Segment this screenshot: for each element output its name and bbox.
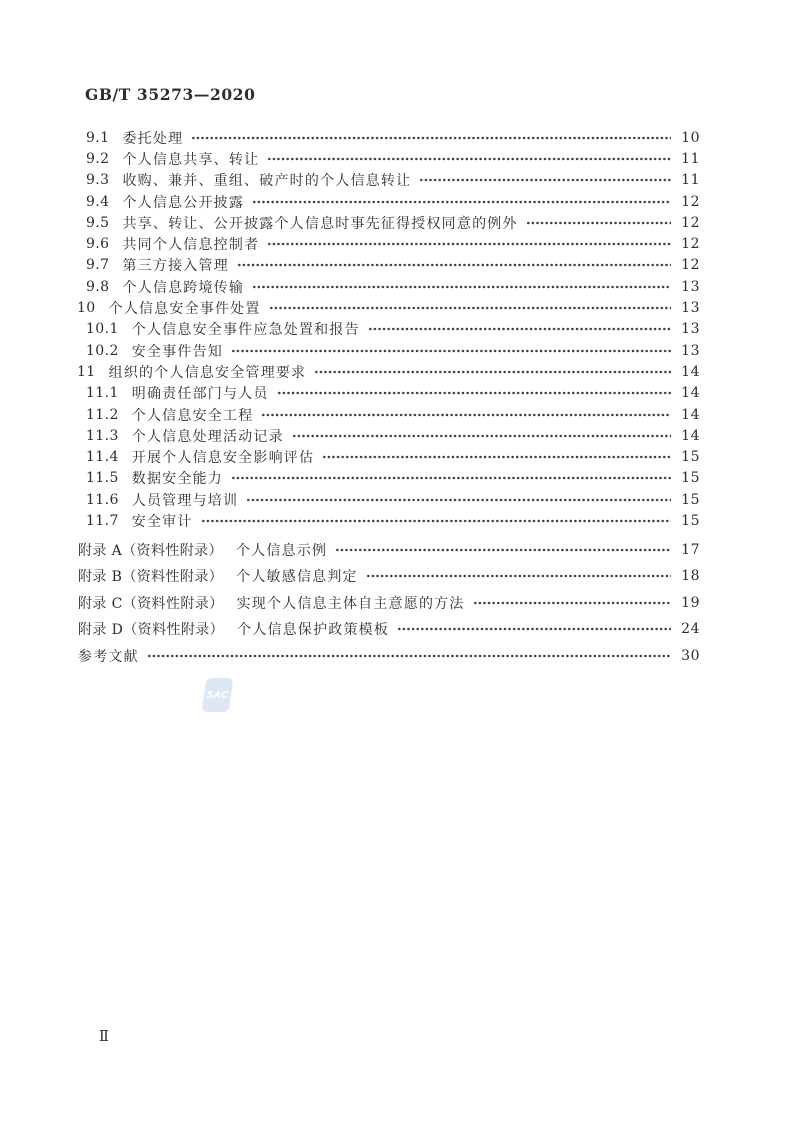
toc-entry [77, 446, 700, 467]
toc-entry [77, 590, 700, 617]
toc-entry-number: 9.2 [86, 150, 110, 167]
toc-entry-page: 15 [681, 512, 700, 529]
dot-leader [267, 237, 671, 251]
toc-entry-label: 个人信息跨境传输 [122, 279, 245, 296]
toc-entry [77, 383, 700, 404]
dot-leader [397, 622, 671, 636]
toc-entry-label: 组织的个人信息安全管理要求 [108, 364, 307, 381]
dot-leader [191, 131, 671, 145]
sac-watermark-text: SAC [205, 689, 230, 701]
dot-leader [201, 514, 671, 528]
toc-entry-number: 9.1 [86, 129, 110, 146]
toc-entry [77, 361, 700, 382]
toc-entry [77, 276, 700, 297]
toc-entry [77, 616, 700, 643]
dot-leader [261, 408, 671, 422]
toc-entry-page: 10 [681, 129, 700, 146]
toc-entry-number: 11.4 [86, 449, 119, 466]
dot-leader [292, 429, 671, 443]
toc-entry-page: 12 [681, 257, 700, 274]
toc-entry-page: 12 [681, 193, 700, 210]
dot-leader [246, 493, 671, 507]
page-number-footer: Ⅱ [99, 1029, 110, 1045]
toc-entry-label: 参考文献 [78, 648, 139, 665]
toc-entry-label: 第三方接入管理 [122, 258, 229, 275]
toc-entry [77, 468, 700, 489]
toc-entry-label: 实现个人信息主体自主意愿的方法 [236, 595, 465, 612]
toc-entry [77, 191, 700, 212]
toc-entry-number: 9.6 [86, 236, 110, 253]
dot-leader [419, 173, 671, 187]
toc-entry-page: 14 [681, 363, 700, 380]
toc-entry-page: 12 [681, 236, 700, 253]
dot-leader [473, 596, 671, 610]
toc-entry-label: 个人敏感信息判定 [236, 569, 358, 586]
toc-entry [77, 233, 700, 254]
toc-entry-label: 共同个人信息控制者 [122, 237, 260, 254]
toc-entry-page: 12 [681, 214, 700, 231]
toc-entry-page: 19 [681, 594, 700, 611]
toc-entry-label: 人员管理与培训 [131, 492, 239, 509]
dot-leader [267, 152, 671, 166]
toc-entry [77, 319, 700, 340]
dot-leader [231, 471, 671, 485]
toc-entry-number: 附录 C（资料性附录） [78, 595, 224, 612]
toc-entry [77, 170, 700, 191]
dot-leader [366, 569, 671, 583]
toc-entry-label: 个人信息安全事件处置 [108, 301, 261, 318]
toc-entry-page: 11 [681, 172, 700, 189]
toc-entry-label: 共享、转让、公开披露个人信息时事先征得授权同意的例外 [122, 215, 518, 232]
dot-leader [269, 301, 671, 315]
toc-entry-label: 收购、兼并、重组、破产时的个人信息转让 [122, 173, 412, 190]
toc-entry-label: 个人信息安全事件应急处置和报告 [131, 322, 360, 339]
toc-entry-number: 附录 D（资料性附录） [78, 622, 225, 639]
dot-leader [335, 543, 671, 557]
toc-entry-label: 个人信息公开披露 [122, 194, 245, 211]
toc-entry-number: 11.3 [86, 427, 119, 444]
toc-entry-number: 附录 B（资料性附录） [78, 569, 224, 586]
toc-entry [77, 148, 700, 169]
toc-entry [77, 563, 700, 590]
toc-entry [77, 489, 700, 510]
dot-leader [368, 322, 671, 336]
toc-entry-number: 9.3 [86, 172, 110, 189]
toc-entry [77, 340, 700, 361]
toc-entry-number: 11.2 [86, 406, 119, 423]
dot-leader [277, 386, 671, 400]
toc-entry-number: 10 [77, 300, 96, 317]
toc-entry-label: 个人信息安全工程 [131, 407, 254, 424]
toc-entry-page: 17 [681, 541, 700, 558]
toc-entry-label: 委托处理 [122, 130, 184, 147]
toc-entry [77, 643, 700, 670]
toc-entry-number: 11 [77, 363, 96, 380]
toc-entry-page: 18 [681, 568, 700, 585]
toc-entry-label: 个人信息处理活动记录 [131, 428, 284, 445]
sac-watermark-logo [202, 678, 234, 712]
dot-leader [237, 258, 671, 272]
toc-entry-number: 11.1 [86, 385, 119, 402]
dot-leader [147, 649, 671, 663]
toc-entry [77, 425, 700, 446]
toc-entry-page: 13 [681, 300, 700, 317]
dot-leader [322, 450, 671, 464]
toc-entry [77, 255, 700, 276]
toc-entry [77, 537, 700, 564]
toc-entry-label: 个人信息示例 [235, 542, 328, 559]
toc-entry [77, 510, 700, 531]
toc-entry-number: 9.4 [86, 193, 110, 210]
dot-leader [252, 280, 671, 294]
toc-entry-number: 10.2 [86, 342, 119, 359]
toc-entry-label: 明确责任部门与人员 [131, 386, 269, 403]
toc-entry-page: 15 [681, 491, 700, 508]
toc-entry-page: 24 [681, 621, 700, 638]
toc-entry-number: 附录 A（资料性附录） [78, 542, 223, 559]
toc-entry-page: 14 [681, 385, 700, 402]
toc-entry-number: 11.7 [86, 512, 119, 529]
dot-leader [314, 365, 671, 379]
dot-leader [231, 344, 671, 358]
dot-leader [526, 216, 671, 230]
toc-entry-page: 15 [681, 449, 700, 466]
toc-entry-label: 数据安全能力 [131, 471, 223, 488]
toc-entry-page: 14 [681, 406, 700, 423]
toc-entry-number: 11.6 [86, 491, 119, 508]
toc-entry-page: 30 [681, 647, 700, 664]
toc-entry-label: 安全审计 [131, 513, 193, 530]
toc-entry-page: 13 [681, 342, 700, 359]
toc-entry-number: 11.5 [86, 470, 119, 487]
toc-entry [77, 297, 700, 318]
toc-entry [77, 404, 700, 425]
toc-entry-label: 安全事件告知 [131, 343, 223, 360]
toc-entry [77, 127, 700, 148]
toc-entry-number: 10.1 [86, 321, 119, 338]
toc-entry-page: 11 [681, 150, 700, 167]
toc-entry-number: 9.8 [86, 278, 110, 295]
standard-number-header: GB/T 35273—2020 [85, 85, 256, 104]
toc-entry-label: 个人信息保护政策模板 [237, 622, 390, 639]
toc-entry-label: 个人信息共享、转让 [122, 151, 260, 168]
dot-leader [252, 195, 671, 209]
toc-entry [77, 212, 700, 233]
toc-entry-label: 开展个人信息安全影响评估 [131, 450, 315, 467]
toc-entry-number: 9.5 [86, 214, 110, 231]
toc-entry-page: 14 [681, 427, 700, 444]
toc-entry-page: 13 [681, 321, 700, 338]
table-of-contents [77, 127, 700, 669]
toc-entry-number: 9.7 [86, 257, 110, 274]
toc-entry-page: 13 [681, 278, 700, 295]
toc-entry-page: 15 [681, 470, 700, 487]
